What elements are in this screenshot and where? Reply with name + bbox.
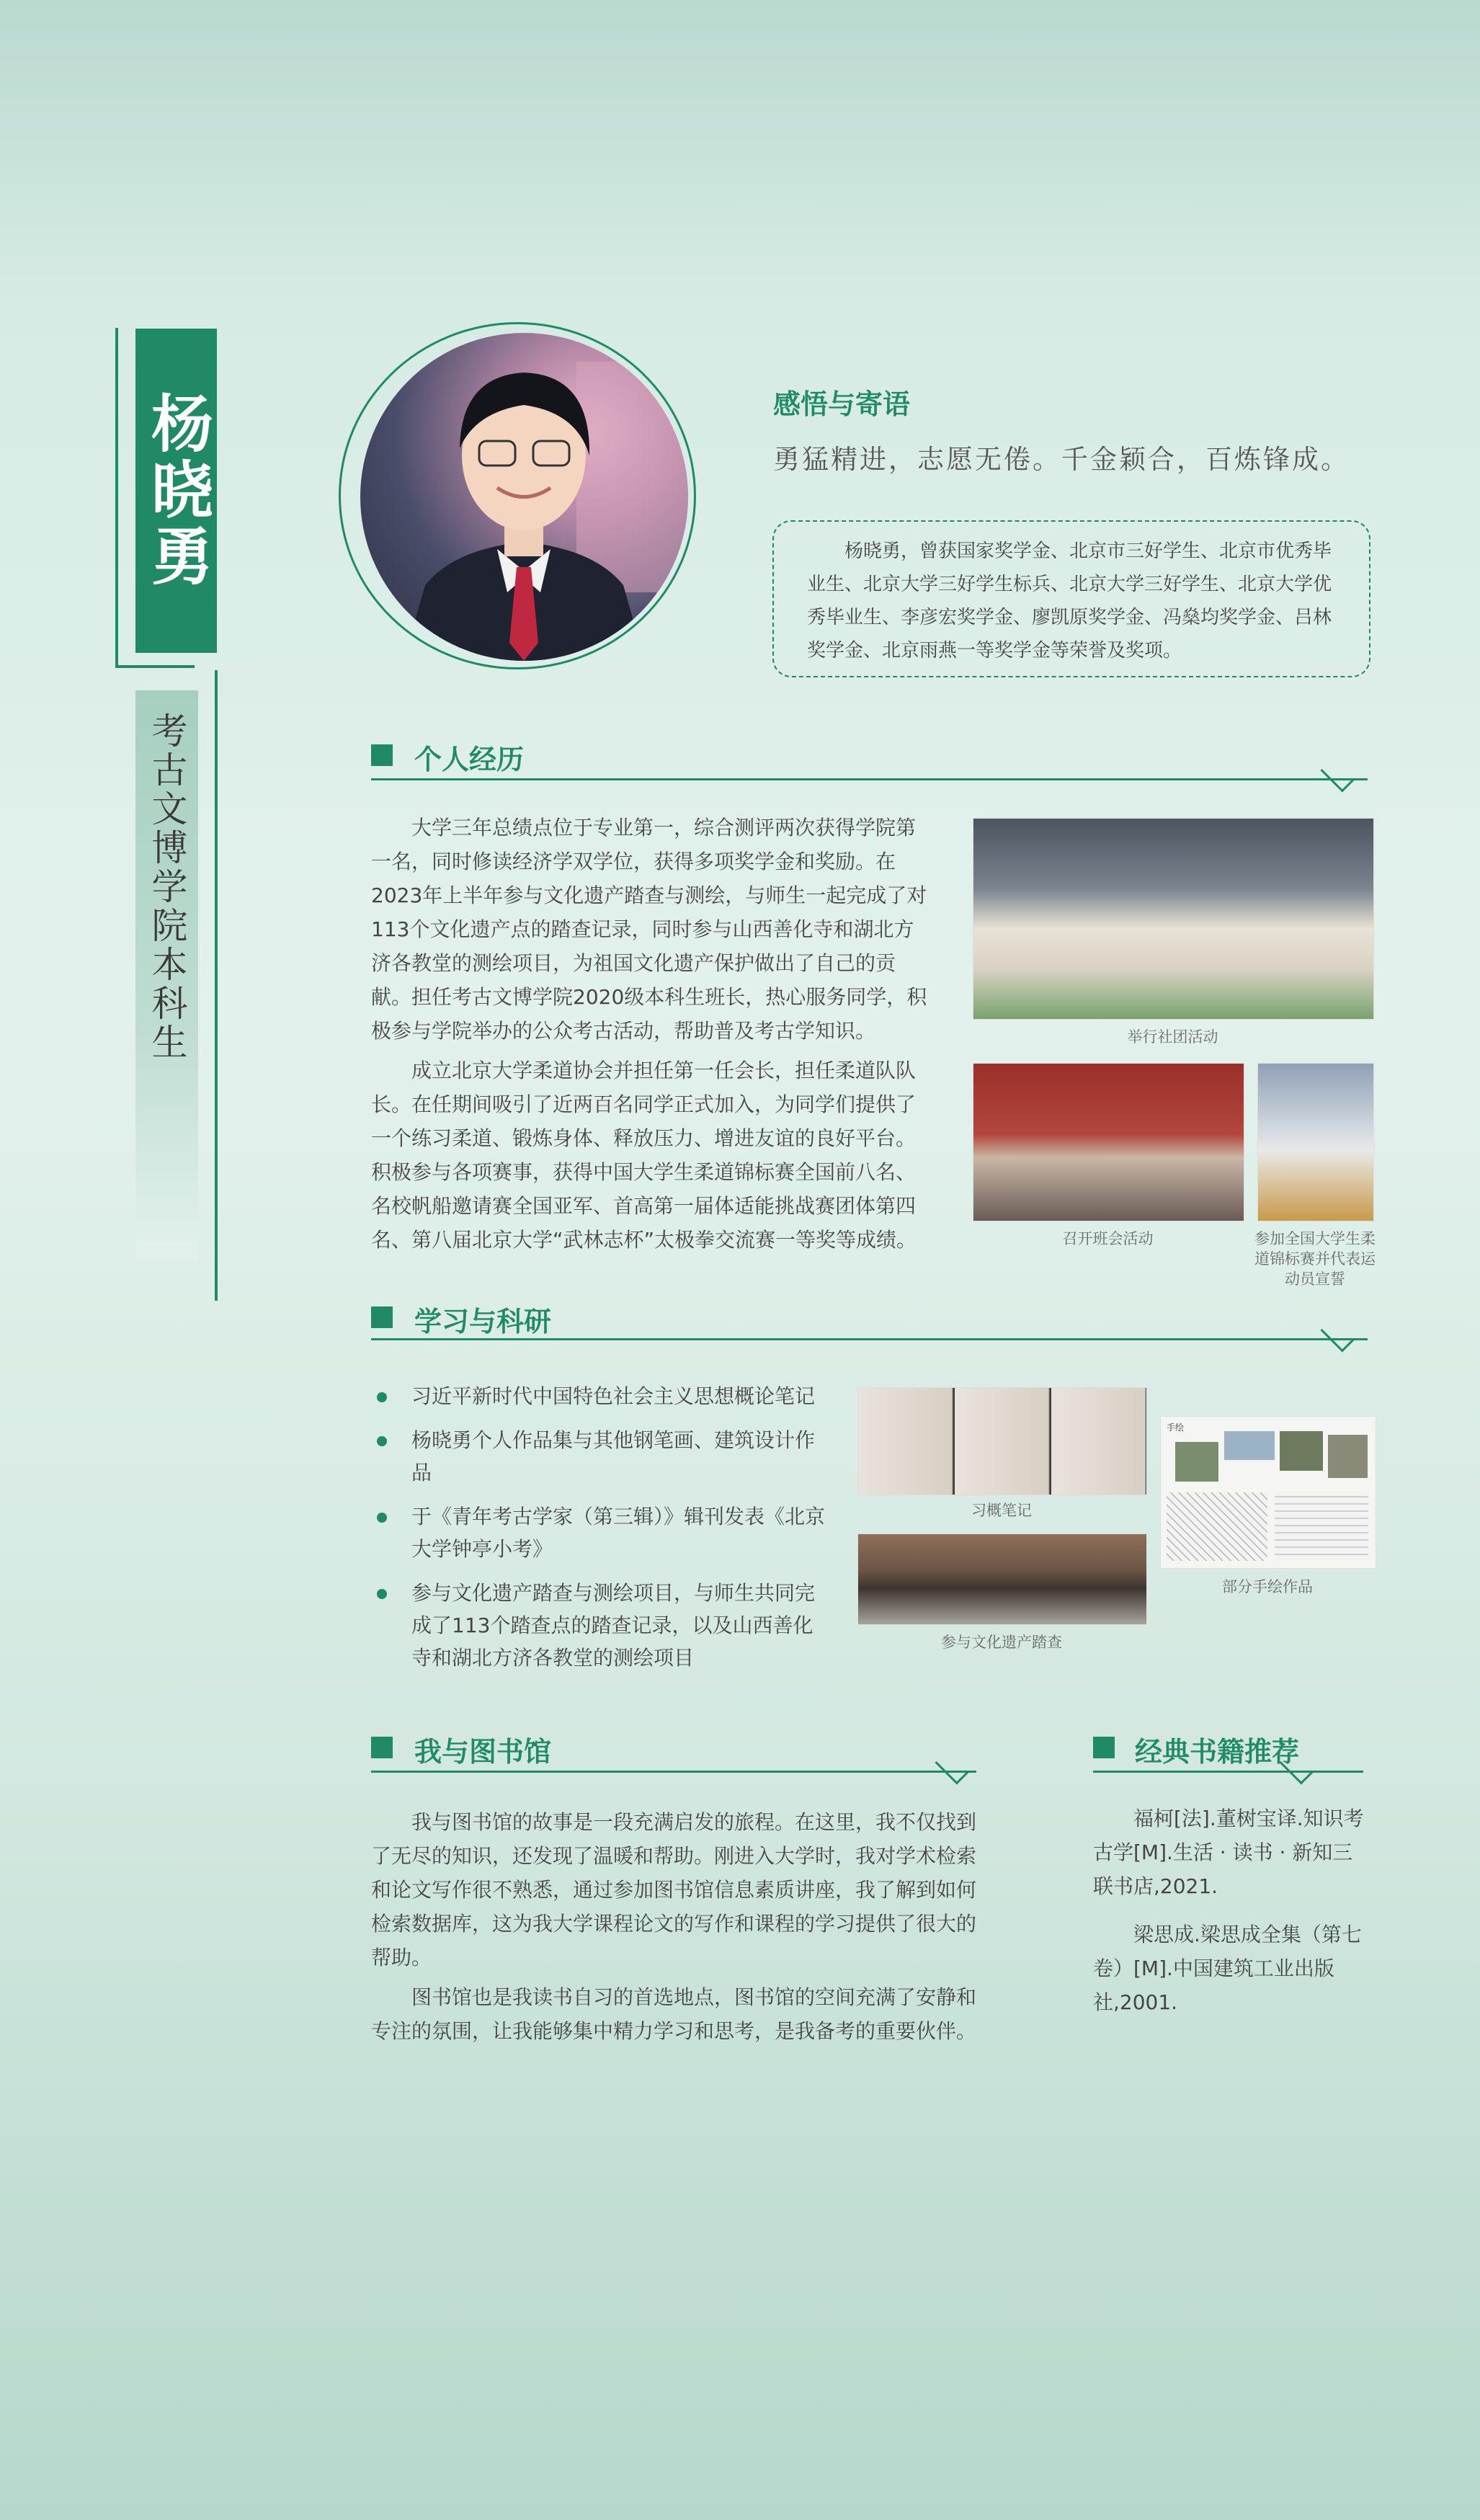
list-item: 杨晓勇个人作品集与其他钢笔画、建筑设计作品 (371, 1424, 832, 1489)
bullet-icon (377, 1392, 387, 1402)
bullet-icon (377, 1436, 387, 1446)
list-item: 习近平新时代中国特色社会主义思想概论笔记 (371, 1380, 832, 1412)
section-marker (371, 744, 393, 766)
section-rule (1093, 1771, 1363, 1773)
experience-body (371, 811, 933, 1263)
photo-caption: 举行社团活动 (1127, 1028, 1218, 1046)
section-rule-notch (1320, 1317, 1355, 1352)
experience-paragraph: 大学三年总绩点位于专业第一，综合测评两次获得学院第一名，同时修读经济学双学位，获得多项奖学金和奖励。在2023年上半年参与文化遗产踏查与测绘，与师生一起完成了对113个文化遗产点的踏查记录，同时参与山西善化寺和湖北方济各教堂的测绘项目，为祖国文化遗产保护做出了自己的贡献。担任考古文博学院2020级本科生班长，热心服务同学，积极参与学院举办的公众考古活动，帮助普及考古学知识。 (371, 816, 927, 1043)
section-rule-notch (1320, 757, 1355, 792)
list-item: 于《青年考古学家（第三辑）》辑刊发表《北京大学钟亭小考》 (371, 1500, 832, 1565)
photo-caption: 习概笔记 (971, 1502, 1032, 1519)
bullet-icon (377, 1513, 387, 1523)
section-marker (371, 1737, 393, 1758)
study-list (371, 1380, 832, 1686)
department-banner (135, 690, 198, 1260)
hand-drawings-photo (1160, 1416, 1376, 1569)
book-entry: 福柯[法].董树宝译.知识考古学[M].生活 · 读书 · 新知三联书店,2021. (1093, 1807, 1364, 1898)
name-banner (135, 329, 217, 653)
experience-heading: 个人经历 (414, 743, 525, 775)
list-item: 参与文化遗产踏查与测绘项目，与师生共同完成了113个踏查点的踏查记录，以及山西善化寺和湖北方济各教堂的测绘项目 (371, 1577, 832, 1674)
person-name: 杨晓勇 (140, 391, 213, 590)
study-heading: 学习与科研 (414, 1305, 552, 1337)
heritage-survey-photo (857, 1533, 1147, 1625)
books-list (1093, 1802, 1370, 2025)
portrait-photo (360, 333, 688, 661)
photo-caption: 参与文化遗产踏查 (941, 1634, 1062, 1651)
oath-photo (1257, 1063, 1374, 1221)
photo-caption: 召开班会活动 (1062, 1230, 1154, 1247)
bullet-icon (377, 1589, 387, 1599)
section-marker (371, 1306, 393, 1328)
library-body (371, 1805, 984, 2054)
banner-frame-line (215, 670, 218, 1301)
motto-quote: 勇猛精进，志愿无倦。千金颖合，百炼锋成。 (773, 444, 1350, 475)
banner-frame-line (115, 665, 195, 668)
section-marker (1093, 1737, 1115, 1758)
banner-frame-line (115, 328, 118, 667)
library-paragraph: 我与图书馆的故事是一段充满启发的旅程。在这里，我不仅找到了无尽的知识，还发现了温暖和帮助。刚进入大学时，我对学术检索和论文写作很不熟悉，通过参加图书馆信息素质讲座，我了解到如何检索数据库，这为我大学课程论文的写作和课程的学习提供了很大的帮助。 (371, 1810, 977, 1969)
department-label: 考古文博学院本科生 (146, 712, 188, 1062)
awards-box: 杨晓勇，曾获国家奖学金、北京市三好学生、北京市优秀毕业生、北京大学三好学生标兵、北京大学三好学生、北京大学优秀毕业生、李彦宏奖学金、廖凯原奖学金、冯燊均奖学金、吕林奖学金、北京雨燕一等奖学金等荣誉及奖项。 (772, 520, 1370, 677)
section-rule (371, 778, 1368, 780)
photo-caption: 参加全国大学生柔道锦标赛并代表运动员宣誓 (1254, 1230, 1376, 1288)
section-rule-notch (935, 1750, 969, 1784)
library-paragraph: 图书馆也是我读书自习的首选地点，图书馆的空间充满了安静和专注的氛围，让我能够集中精力学习和思考，是我备考的重要伙伴。 (371, 1985, 977, 2043)
books-heading: 经典书籍推荐 (1135, 1735, 1300, 1768)
section-rule (371, 1338, 1368, 1340)
section-rule (371, 1771, 976, 1773)
library-heading: 我与图书馆 (414, 1735, 552, 1768)
sketch-label: 手绘 (1167, 1422, 1185, 1433)
photo-caption: 部分手绘作品 (1222, 1578, 1313, 1595)
study-notes-photo (857, 1387, 1147, 1495)
class-meeting-photo (973, 1063, 1244, 1221)
book-entry: 梁思成.梁思成全集（第七卷）[M].中国建筑工业出版社,2001. (1093, 1923, 1362, 2014)
motto-heading: 感悟与寄语 (773, 388, 911, 420)
experience-paragraph: 成立北京大学柔道协会并担任第一任会长，担任柔道队队长。在任期间吸引了近两百名同学正式加入，为同学们提供了一个练习柔道、锻炼身体、释放压力、增进友谊的良好平台。积极参与各项赛事，获得中国大学生柔道锦标赛全国前八名、名校帆船邀请赛全国亚军、首高第一届体适能挑战赛团体第四名、第八届北京大学“武林志杯”太极拳交流赛一等奖等成绩。 (371, 1059, 917, 1252)
club-activity-photo (973, 818, 1374, 1020)
